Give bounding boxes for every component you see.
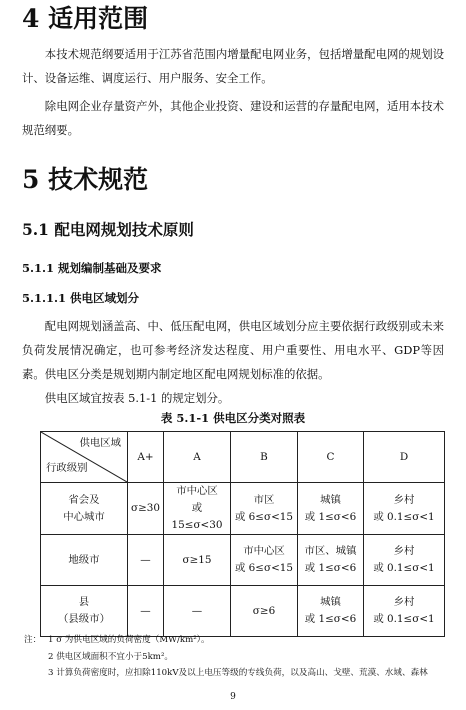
section-5-paragraph-1: 配电网规划涵盖高、中、低压配电网，供电区域划分应主要依据行政级别或未来负荷发展情况确定，也可参考经济发达程度、用户重要性、用电水平、GDP等因素。供电区分类是规划期内制定地区配电网规划标准的依据。 [22,319,444,381]
column-header: D [364,432,445,483]
subsection-5-1-1-heading: 5.1.1 规划编制基础及要求 [22,261,162,275]
column-header: A+ [128,432,164,483]
section-4-paragraph-1: 本技术规范纲要适用于江苏省范围内增量配电网业务，包括增量配电网的规划设计、设备运维、调度运行、用户服务、安全工作。 [22,47,444,85]
subsection-5-1-1-1-heading: 5.1.1.1 供电区域划分 [22,291,140,305]
table-row [41,586,445,637]
note-item: 注： 1 σ 为供电区域的负荷密度（MW/km²）。 [24,632,454,649]
table-cell: 乡村 或 0.1≤σ<1 [364,483,445,535]
column-header: C [298,432,364,483]
table-cell: 市区、城镇 或 1≤σ<6 [298,535,364,586]
section-4-paragraph-2: 除电网企业存量资产外，其他企业投资、建设和运营的存量配电网，适用本技术规范纲要。 [22,99,444,137]
table-cell: 市区 或 6≤σ<15 [231,483,298,535]
table-row [41,483,445,535]
column-header: B [231,432,298,483]
corner-label-bottom: 行政级别 [46,462,88,474]
table-cell: 城镇 或 1≤σ<6 [298,483,364,535]
table-cell: 乡村 或 0.1≤σ<1 [364,586,445,637]
note-item: 3 计算负荷密度时，应扣除110kV及以上电压等级的专线负荷，以及高山、戈壁、荒漠、水域、森林 [48,668,428,678]
corner-label-top: 供电区域 [79,437,121,449]
section-5-paragraph-2: 供电区域宜按表 5.1-1 的规定划分。 [44,391,230,405]
row-label: 县 （县级市） [41,586,128,637]
table-cell: σ≥15 [164,535,231,586]
table-cell: — [128,586,164,637]
supply-area-table [40,431,445,637]
subsection-5-1-heading: 5.1 配电网规划技术原则 [22,220,194,239]
section-5-heading: 5 技术规范 [22,165,149,194]
row-label: 省会及 中心城市 [41,483,128,535]
table-cell: σ≥30 [128,483,164,535]
page-number: 9 [230,692,236,702]
note-item: 2 供电区域面积不宜小于5km²。 [48,651,174,662]
table-cell: 市中心区 或 15≤σ<30 [164,483,231,535]
section-4-heading: 4 适用范围 [22,4,149,33]
row-label: 地级市 [41,535,128,586]
table-cell: — [128,535,164,586]
table-cell: 市中心区 或 6≤σ<15 [231,535,298,586]
table-corner-cell [41,432,128,483]
table-row [41,535,445,586]
column-header: A [164,432,231,483]
table-notes [24,632,454,682]
table-cell: σ≥6 [231,586,298,637]
table-caption: 表 5.1-1 供电区分类对照表 [160,411,306,425]
table-cell: — [164,586,231,637]
notes-lead: 注： [24,635,42,645]
table-header-row [41,432,445,483]
table-cell: 城镇 或 1≤σ<6 [298,586,364,637]
table-cell: 乡村 或 0.1≤σ<1 [364,535,445,586]
